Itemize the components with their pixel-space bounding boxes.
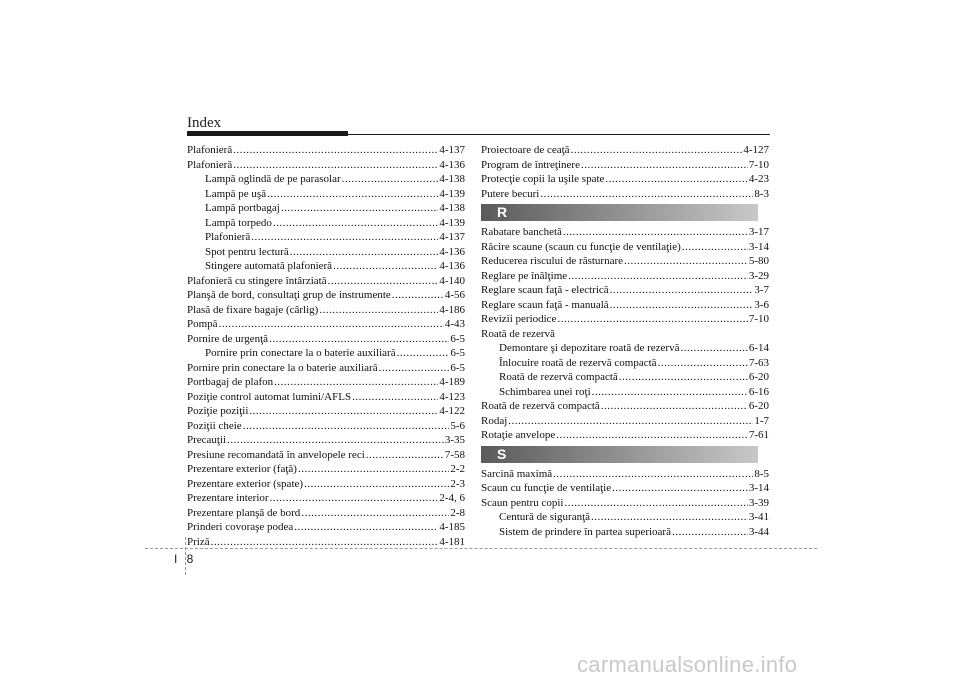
index-entry-page: 4-139 xyxy=(439,216,465,229)
index-entry xyxy=(187,491,465,506)
index-entry-page: 6-16 xyxy=(748,385,769,398)
index-entry xyxy=(481,158,769,173)
index-entry xyxy=(481,385,769,400)
index-entry-page: 4-189 xyxy=(439,376,465,388)
dot-leader xyxy=(342,172,439,187)
page-title: Index xyxy=(187,115,222,131)
dot-leader xyxy=(581,158,748,173)
index-entry-label: Centură de siguranţă xyxy=(499,511,591,523)
index-entry-page: 4-140 xyxy=(439,274,465,287)
index-entry-label: Protecţie copii la uşile spate xyxy=(481,173,605,185)
index-entry-page: 7-58 xyxy=(444,448,465,461)
index-entry xyxy=(481,269,769,284)
dot-leader xyxy=(556,428,748,443)
index-entry-page: 2-4, 6 xyxy=(439,492,465,504)
index-entry xyxy=(187,404,465,419)
dot-leader xyxy=(571,143,743,158)
index-entry xyxy=(187,477,465,492)
dot-leader xyxy=(352,390,438,405)
dot-leader xyxy=(592,385,748,400)
index-entry-label: Înlocuire roată de rezervă compactă xyxy=(499,356,657,369)
header-bar xyxy=(187,131,348,136)
index-entry-page: 6-20 xyxy=(748,400,769,412)
index-group-p xyxy=(481,143,769,201)
index-entry xyxy=(481,481,769,496)
dot-leader xyxy=(319,303,438,318)
header-rule xyxy=(348,134,770,135)
dot-leader xyxy=(269,332,449,347)
index-entry-page: 4-139 xyxy=(439,187,465,200)
index-entry-label: Poziţie poziţii xyxy=(187,405,249,417)
index-entry-page: 3-44 xyxy=(748,525,769,538)
index-entry xyxy=(187,332,465,347)
index-entry-label: Pornire de urgenţă xyxy=(187,332,269,345)
index-entry-label: Demontare şi depozitare roată de rezervă xyxy=(499,342,680,354)
letter-heading-r-label: R xyxy=(497,204,508,221)
page-number: I 8 xyxy=(174,552,194,566)
index-entry-label: Răcire scaune (scaun cu funcţie de ventilaţie) xyxy=(481,240,681,253)
index-entry-label: Plafonieră xyxy=(187,158,233,171)
index-group-r xyxy=(481,225,769,443)
index-entry xyxy=(187,201,465,216)
dot-leader xyxy=(249,404,438,419)
dot-leader xyxy=(281,201,438,216)
index-entry xyxy=(481,312,769,327)
index-entry xyxy=(481,327,769,342)
index-entry-label: Prezentare exterior (faţă) xyxy=(187,463,297,475)
index-entry-page: 5-6 xyxy=(450,419,465,432)
dot-leader xyxy=(563,225,748,240)
dot-leader xyxy=(540,187,753,202)
index-entry-page: 3-14 xyxy=(748,482,769,494)
index-entry xyxy=(187,245,465,260)
index-entry-page: 4-136 xyxy=(439,260,465,272)
index-entry-page: 3-7 xyxy=(754,284,769,296)
dot-leader xyxy=(379,361,450,376)
dot-leader xyxy=(211,535,439,550)
dot-leader xyxy=(392,288,444,303)
index-entry xyxy=(187,462,465,477)
index-entry-page: 6-5 xyxy=(450,332,465,345)
dot-leader xyxy=(333,259,438,274)
index-entry-label: Reglare pe înălţime xyxy=(481,269,568,282)
index-entry-page: 4-186 xyxy=(439,303,465,316)
watermark-text: carmanualsonline.info xyxy=(577,652,798,677)
index-entry-page: 2-2 xyxy=(450,463,465,475)
index-entry xyxy=(187,303,465,318)
index-entry xyxy=(187,187,465,202)
index-entry xyxy=(187,535,465,550)
index-entry-label: Lampă portbagaj xyxy=(205,202,280,214)
index-entry-page: 4-123 xyxy=(439,390,465,403)
dot-leader xyxy=(290,245,439,260)
index-entry-label: Prezentare interior xyxy=(187,492,269,504)
dot-leader xyxy=(219,317,444,332)
index-entry xyxy=(481,283,769,298)
index-entry xyxy=(187,172,465,187)
index-entry-page: 8-3 xyxy=(754,187,769,200)
dot-leader xyxy=(274,375,438,390)
index-entry xyxy=(187,158,465,173)
index-entry xyxy=(187,288,465,303)
index-entry-page: 6-5 xyxy=(450,361,465,374)
index-entry-page: 7-61 xyxy=(748,429,769,441)
index-entry-label: Rotaţie anvelope xyxy=(481,429,556,441)
dot-leader xyxy=(328,274,439,289)
dot-leader xyxy=(301,506,449,521)
index-entry-label: Sistem de prindere în partea superioară xyxy=(499,525,671,538)
index-entry-page: 6-5 xyxy=(450,347,465,359)
index-entry xyxy=(187,230,465,245)
index-entry-label: Pornire prin conectare la o baterie auxiliară xyxy=(187,361,378,374)
index-entry-label: Roată de rezervă xyxy=(481,327,555,340)
dot-leader xyxy=(672,525,748,540)
index-entry xyxy=(187,375,465,390)
dot-leader xyxy=(610,298,754,313)
index-entry xyxy=(187,433,465,448)
index-entry xyxy=(481,414,769,429)
index-entry xyxy=(481,496,769,511)
index-entry-label: Lampă torpedo xyxy=(205,216,272,229)
index-entry-label: Planşă de bord, consultaţi grup de instrumente xyxy=(187,289,391,301)
dot-leader xyxy=(601,399,748,414)
index-entry-page: 3-29 xyxy=(748,269,769,282)
index-entry xyxy=(481,370,769,385)
dot-leader xyxy=(624,254,748,269)
index-entry xyxy=(187,216,465,231)
index-entry-page: 3-14 xyxy=(748,240,769,253)
letter-heading-r xyxy=(481,204,758,221)
index-entry-page: 3-41 xyxy=(748,511,769,523)
index-entry xyxy=(481,341,769,356)
index-entry-label: Revizii periodice xyxy=(481,313,557,325)
dot-leader xyxy=(366,448,444,463)
index-entry-label: Presiune recomandată în anvelopele reci xyxy=(187,448,365,461)
dot-leader xyxy=(270,491,439,506)
index-entry-label: Reducerea riscului de răsturnare xyxy=(481,255,624,267)
index-entry xyxy=(481,298,769,313)
index-entry-label: Putere becuri xyxy=(481,187,540,200)
index-entry-page: 4-138 xyxy=(439,202,465,214)
index-entry xyxy=(187,274,465,289)
index-entry-label: Stingere automată plafonieră xyxy=(205,260,333,272)
index-entry-label: Roată de rezervă compactă xyxy=(499,371,618,383)
dot-leader xyxy=(397,346,450,361)
index-entry-label: Pornire prin conectare la o baterie auxiliară xyxy=(205,347,396,359)
index-entry-page: 4-127 xyxy=(743,144,769,156)
dot-leader xyxy=(680,341,747,356)
index-entry-label: Plafonieră xyxy=(187,144,233,156)
index-entry-label: Scaun pentru copii xyxy=(481,496,564,509)
index-entry-page: 4-181 xyxy=(439,535,465,548)
index-entry-label: Prezentare exterior (spate) xyxy=(187,477,304,490)
index-entry-label: Reglare scaun faţă - manuală xyxy=(481,298,609,311)
index-entry-page: 2-3 xyxy=(450,477,465,490)
dot-leader xyxy=(273,216,438,231)
index-entry-page: 4-122 xyxy=(439,405,465,417)
index-entry xyxy=(187,346,465,361)
index-entry-page: 4-137 xyxy=(439,144,465,156)
index-entry-label: Proiectoare de ceaţă xyxy=(481,144,570,156)
index-entry-label: Poziţie control automat lumini/AFLS xyxy=(187,390,352,403)
index-entry xyxy=(481,172,769,187)
index-entry-label: Sarcină maximă xyxy=(481,467,553,480)
dot-leader xyxy=(610,283,754,298)
index-entry-label: Lampă oglindă de pe parasolar xyxy=(205,173,341,185)
index-entry-page: 7-10 xyxy=(748,313,769,325)
index-entry xyxy=(481,225,769,240)
dot-leader xyxy=(508,414,753,429)
dot-leader xyxy=(612,481,748,496)
index-entry-page: 6-20 xyxy=(748,371,769,383)
index-entry xyxy=(187,448,465,463)
index-entry-label: Scaun cu funcţie de ventilaţie xyxy=(481,482,612,494)
dot-leader xyxy=(682,240,748,255)
index-entry-page: 4-137 xyxy=(439,231,465,243)
index-entry-label: Plafonieră xyxy=(205,231,251,243)
index-entry xyxy=(481,428,769,443)
index-entry-label: Prinderi covoraşe podea xyxy=(187,521,294,533)
index-entry xyxy=(187,317,465,332)
index-entry xyxy=(187,143,465,158)
index-entry xyxy=(481,510,769,525)
dot-leader xyxy=(568,269,748,284)
index-entry-label: Rodaj xyxy=(481,414,508,427)
index-entry xyxy=(481,525,769,540)
footer-rule xyxy=(145,548,817,549)
index-entry-page: 4-138 xyxy=(439,173,465,185)
index-entry-page: 7-63 xyxy=(748,356,769,369)
index-entry xyxy=(481,143,769,158)
index-entry-label: Lampă pe uşă xyxy=(205,187,267,200)
index-entry xyxy=(187,390,465,405)
index-entry-page: 4-43 xyxy=(444,318,465,330)
index-entry-label: Pompă xyxy=(187,318,218,330)
dot-leader xyxy=(553,467,753,482)
index-entry xyxy=(481,399,769,414)
index-entry xyxy=(481,254,769,269)
index-entry-label: Precauţii xyxy=(187,434,227,446)
index-entry-page: 3-6 xyxy=(754,298,769,311)
index-entry-label: Spot pentru lectură xyxy=(205,245,289,258)
index-entry-page: 5-80 xyxy=(748,255,769,267)
index-entry-page: 3-35 xyxy=(444,434,465,446)
letter-heading-s xyxy=(481,446,758,463)
index-entry-label: Rabatare banchetă xyxy=(481,226,562,238)
index-entry-page: 4-23 xyxy=(748,173,769,185)
index-group-s xyxy=(481,467,769,540)
dot-leader xyxy=(605,172,747,187)
dot-leader xyxy=(251,230,438,245)
dot-leader xyxy=(233,143,438,158)
index-column-left xyxy=(187,143,465,549)
index-entry-page: 2-8 xyxy=(450,506,465,519)
dot-leader xyxy=(298,462,449,477)
index-entry-label: Reglare scaun faţă - electrică xyxy=(481,284,609,296)
index-entry-label: Portbagaj de plafon xyxy=(187,376,274,388)
dot-leader xyxy=(294,520,438,535)
dot-leader xyxy=(619,370,748,385)
index-entry-page: 3-39 xyxy=(748,496,769,509)
index-entry xyxy=(187,520,465,535)
index-entry-label: Plasă de fixare bagaje (cârlig) xyxy=(187,303,319,316)
dot-leader xyxy=(227,433,444,448)
dot-leader xyxy=(304,477,449,492)
index-entry-label: Prezentare planşă de bord xyxy=(187,506,301,519)
index-entry-page: 3-17 xyxy=(748,226,769,238)
dot-leader xyxy=(591,510,748,525)
index-entry xyxy=(481,356,769,371)
index-entry-page: 8-5 xyxy=(754,467,769,480)
index-entry xyxy=(187,419,465,434)
index-entry-page: 4-136 xyxy=(439,158,465,171)
index-entry xyxy=(481,240,769,255)
index-entry-page: 6-14 xyxy=(748,342,769,354)
index-entry-page: 1-7 xyxy=(754,414,769,427)
index-entry-label: Roată de rezervă compactă xyxy=(481,400,600,412)
index-entry-page: 4-56 xyxy=(444,289,465,301)
index-entry xyxy=(481,187,769,202)
index-entry-label: Priză xyxy=(187,535,210,548)
letter-heading-s-label: S xyxy=(497,445,507,462)
dot-leader xyxy=(564,496,747,511)
index-entry-label: Poziţii cheie xyxy=(187,419,242,432)
index-entry xyxy=(187,259,465,274)
index-entry-page: 4-136 xyxy=(439,245,465,258)
index-entry xyxy=(481,467,769,482)
index-entry-label: Plafonieră cu stingere întârziată xyxy=(187,274,327,287)
index-entry-page: 7-10 xyxy=(748,158,769,171)
dot-leader xyxy=(243,419,450,434)
index-column-right xyxy=(481,143,769,539)
index-entry xyxy=(187,361,465,376)
dot-leader xyxy=(658,356,748,371)
dot-leader xyxy=(233,158,438,173)
dot-leader xyxy=(557,312,747,327)
index-entry-page: 4-185 xyxy=(439,521,465,533)
dot-leader xyxy=(267,187,438,202)
index-entry xyxy=(187,506,465,521)
index-entry-label: Program de întreţinere xyxy=(481,158,580,171)
index-entry-label: Schimbarea unei roţi xyxy=(499,385,591,398)
